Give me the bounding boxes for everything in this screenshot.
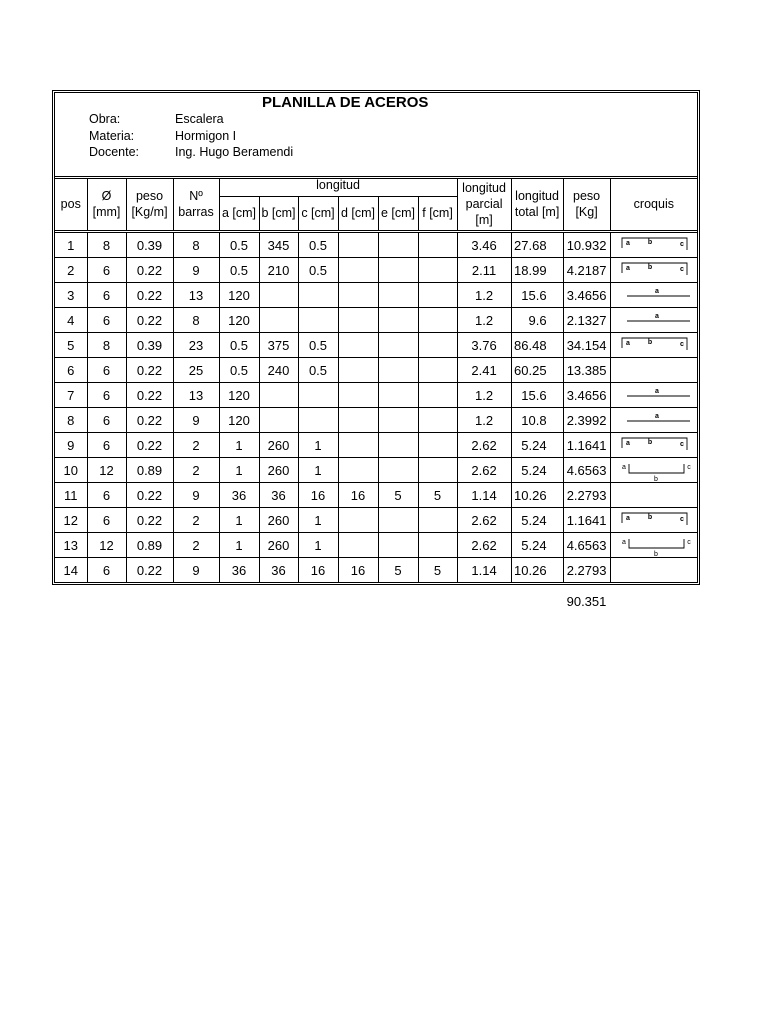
cell-segment-d — [338, 307, 378, 332]
cell-segment-d — [338, 532, 378, 557]
cell-segment-b — [259, 307, 298, 332]
cell-segment-c: 16 — [298, 482, 338, 507]
segment-label: c — [679, 340, 684, 348]
cell-segment-a: 0.5 — [219, 257, 259, 282]
field-value: Ing. Hugo Beramendi — [175, 145, 294, 159]
cell-bar-count: 2 — [173, 507, 219, 532]
cell-unit-weight: 0.22 — [126, 557, 173, 582]
segment-label: a — [625, 239, 630, 247]
cell-pos: 9 — [55, 432, 87, 457]
cell-sketch — [610, 282, 697, 307]
cell-pos: 2 — [55, 257, 87, 282]
segment-label: b — [653, 475, 658, 483]
cell-partial-length: 1.2 — [457, 407, 511, 432]
cell-segment-f: 5 — [418, 557, 457, 582]
cell-sketch — [610, 557, 697, 582]
header-bar-count: Nº barras — [173, 179, 219, 231]
cell-weight: 10.932 — [563, 231, 610, 257]
cell-sketch — [610, 432, 697, 457]
cell-weight: 1.1641 — [563, 432, 610, 457]
cell-diameter: 6 — [87, 557, 126, 582]
u-bar-sketch — [611, 533, 697, 557]
cell-unit-weight: 0.22 — [126, 382, 173, 407]
header-segment-f: f [cm] — [418, 196, 457, 231]
segment-label: a — [654, 287, 659, 295]
cell-bar-count: 8 — [173, 231, 219, 257]
cell-pos: 13 — [55, 532, 87, 557]
cell-segment-a: 36 — [219, 557, 259, 582]
header-sketch: croquis — [610, 179, 697, 231]
cell-diameter: 6 — [87, 357, 126, 382]
cell-pos: 4 — [55, 307, 87, 332]
cell-unit-weight: 0.89 — [126, 457, 173, 482]
segment-label: b — [647, 238, 652, 246]
cell-weight: 3.4656 — [563, 382, 610, 407]
cell-segment-f — [418, 432, 457, 457]
header-segment-a: a [cm] — [219, 196, 259, 231]
cell-segment-f — [418, 407, 457, 432]
segment-label: c — [686, 463, 691, 471]
table-row — [55, 482, 697, 507]
table-row — [55, 282, 697, 307]
cell-bar-count: 2 — [173, 532, 219, 557]
cell-segment-d: 16 — [338, 557, 378, 582]
segment-label: b — [653, 550, 658, 558]
cell-weight: 4.6563 — [563, 457, 610, 482]
cell-sketch — [610, 407, 697, 432]
cell-diameter: 6 — [87, 282, 126, 307]
steel-schedule-sheet — [52, 90, 700, 585]
hooked-bar-sketch — [611, 433, 697, 457]
segment-label: a — [625, 339, 630, 347]
header-partial-length: longitud parcial [m] — [457, 179, 511, 231]
cell-segment-e — [378, 357, 418, 382]
cell-total-length: 5.24 — [511, 507, 563, 532]
cell-segment-b — [259, 407, 298, 432]
cell-sketch — [610, 382, 697, 407]
cell-segment-d — [338, 357, 378, 382]
cell-partial-length: 2.62 — [457, 507, 511, 532]
cell-weight: 2.3992 — [563, 407, 610, 432]
table-row — [55, 532, 697, 557]
sheet-title: PLANILLA DE ACEROS — [262, 94, 429, 111]
table-row — [55, 357, 697, 382]
field-materia — [55, 128, 293, 145]
cell-sketch — [610, 532, 697, 557]
cell-partial-length: 3.76 — [457, 332, 511, 357]
cell-diameter: 6 — [87, 257, 126, 282]
cell-segment-f — [418, 282, 457, 307]
segment-label: c — [686, 538, 691, 546]
segment-label: c — [679, 515, 684, 523]
cell-segment-c: 0.5 — [298, 332, 338, 357]
field-label: Obra: — [89, 112, 121, 126]
cell-pos: 3 — [55, 282, 87, 307]
cell-total-length: 27.68 — [511, 231, 563, 257]
cell-bar-count: 13 — [173, 282, 219, 307]
cell-pos: 14 — [55, 557, 87, 582]
hooked-bar-sketch — [611, 258, 697, 282]
header-unit-weight: peso [Kg/m] — [126, 179, 173, 231]
cell-sketch — [610, 357, 697, 382]
cell-segment-d — [338, 257, 378, 282]
segment-label: b — [647, 513, 652, 521]
sheet-header — [55, 93, 697, 179]
cell-unit-weight: 0.22 — [126, 407, 173, 432]
cell-segment-e — [378, 382, 418, 407]
cell-segment-a: 36 — [219, 482, 259, 507]
hooked-bar-sketch — [611, 233, 697, 257]
cell-segment-e — [378, 257, 418, 282]
straight-bar-sketch — [611, 408, 697, 432]
segment-label: a — [625, 514, 630, 522]
cell-unit-weight: 0.22 — [126, 482, 173, 507]
table-row — [55, 407, 697, 432]
cell-weight: 4.2187 — [563, 257, 610, 282]
field-label: Materia: — [89, 128, 135, 143]
cell-sketch — [610, 332, 697, 357]
cell-segment-e — [378, 231, 418, 257]
cell-segment-d: 16 — [338, 482, 378, 507]
bar-shape-line — [629, 464, 684, 473]
table-body — [55, 231, 697, 582]
cell-segment-e — [378, 282, 418, 307]
cell-segment-f — [418, 532, 457, 557]
cell-segment-c: 16 — [298, 557, 338, 582]
cell-segment-a: 1 — [219, 507, 259, 532]
cell-segment-b: 260 — [259, 532, 298, 557]
cell-segment-a: 120 — [219, 307, 259, 332]
cell-weight: 3.4656 — [563, 282, 610, 307]
cell-segment-a: 1 — [219, 432, 259, 457]
header-segment-e: e [cm] — [378, 196, 418, 231]
cell-diameter: 12 — [87, 532, 126, 557]
cell-segment-b: 260 — [259, 457, 298, 482]
cell-pos: 11 — [55, 482, 87, 507]
cell-total-length: 18.99 — [511, 257, 563, 282]
cell-sketch — [610, 507, 697, 532]
cell-segment-b: 345 — [259, 231, 298, 257]
cell-segment-f — [418, 457, 457, 482]
segment-label: b — [647, 338, 652, 346]
bar-shape-line — [622, 238, 687, 250]
cell-segment-e — [378, 407, 418, 432]
cell-diameter: 6 — [87, 382, 126, 407]
cell-total-length: 15.6 — [511, 382, 563, 407]
cell-bar-count: 9 — [173, 257, 219, 282]
cell-pos: 1 — [55, 231, 87, 257]
cell-partial-length: 3.46 — [457, 231, 511, 257]
header-weight: peso [Kg] — [563, 179, 610, 231]
cell-total-length: 5.24 — [511, 457, 563, 482]
table-row — [55, 332, 697, 357]
cell-segment-e — [378, 532, 418, 557]
segment-label: c — [679, 440, 684, 448]
cell-bar-count: 23 — [173, 332, 219, 357]
field-value: Hormigon I — [175, 128, 237, 143]
cell-pos: 6 — [55, 357, 87, 382]
cell-partial-length: 2.41 — [457, 357, 511, 382]
cell-segment-a: 1 — [219, 457, 259, 482]
field-obra — [55, 111, 293, 128]
cell-weight: 1.1641 — [563, 507, 610, 532]
cell-segment-c: 1 — [298, 532, 338, 557]
cell-segment-b: 36 — [259, 557, 298, 582]
cell-pos: 5 — [55, 332, 87, 357]
cell-total-length: 60.25 — [511, 357, 563, 382]
table-row — [55, 557, 697, 582]
cell-partial-length: 2.62 — [457, 457, 511, 482]
bar-shape-line — [622, 338, 687, 350]
cell-segment-b: 210 — [259, 257, 298, 282]
cell-unit-weight: 0.39 — [126, 231, 173, 257]
cell-diameter: 8 — [87, 332, 126, 357]
cell-segment-b — [259, 282, 298, 307]
cell-segment-b: 36 — [259, 482, 298, 507]
cell-sketch — [610, 307, 697, 332]
cell-segment-c — [298, 307, 338, 332]
cell-weight: 2.2793 — [563, 557, 610, 582]
cell-total-length: 10.8 — [511, 407, 563, 432]
cell-pos: 12 — [55, 507, 87, 532]
segment-label: a — [654, 312, 659, 320]
cell-sketch — [610, 482, 697, 507]
cell-segment-f — [418, 332, 457, 357]
cell-sketch — [610, 231, 697, 257]
cell-diameter: 6 — [87, 407, 126, 432]
cell-segment-f — [418, 307, 457, 332]
cell-segment-d — [338, 507, 378, 532]
cell-partial-length: 1.14 — [457, 557, 511, 582]
segment-label: a — [625, 264, 630, 272]
table-row — [55, 231, 697, 257]
segment-label: b — [647, 438, 652, 446]
cell-segment-b — [259, 382, 298, 407]
table-row — [55, 432, 697, 457]
header-total-length: longitud total [m] — [511, 179, 563, 231]
cell-unit-weight: 0.22 — [126, 282, 173, 307]
segment-label: c — [679, 265, 684, 273]
cell-partial-length: 2.11 — [457, 257, 511, 282]
segment-label: a — [625, 439, 630, 447]
cell-partial-length: 2.62 — [457, 532, 511, 557]
cell-diameter: 8 — [87, 231, 126, 257]
cell-total-length: 15.6 — [511, 282, 563, 307]
cell-weight: 34.154 — [563, 332, 610, 357]
cell-diameter: 6 — [87, 432, 126, 457]
cell-segment-e: 5 — [378, 482, 418, 507]
cell-segment-d — [338, 231, 378, 257]
cell-segment-c: 1 — [298, 507, 338, 532]
cell-segment-c: 1 — [298, 432, 338, 457]
bar-shape-line — [622, 513, 687, 525]
cell-segment-c — [298, 407, 338, 432]
cell-segment-e — [378, 507, 418, 532]
field-label: Docente: — [89, 145, 140, 159]
cell-sketch — [610, 457, 697, 482]
cell-segment-b: 260 — [259, 507, 298, 532]
straight-bar-sketch — [611, 283, 697, 307]
cell-partial-length: 1.2 — [457, 382, 511, 407]
cell-unit-weight: 0.22 — [126, 257, 173, 282]
cell-segment-d — [338, 332, 378, 357]
header-segment-b: b [cm] — [259, 196, 298, 231]
table-row — [55, 382, 697, 407]
table-row — [55, 457, 697, 482]
header-segment-d: d [cm] — [338, 196, 378, 231]
table-row — [55, 257, 697, 282]
cell-partial-length: 2.62 — [457, 432, 511, 457]
cell-bar-count: 9 — [173, 482, 219, 507]
cell-bar-count: 25 — [173, 357, 219, 382]
cell-diameter: 6 — [87, 507, 126, 532]
header-segment-c: c [cm] — [298, 196, 338, 231]
cell-total-length: 10.26 — [511, 482, 563, 507]
cell-weight: 2.1327 — [563, 307, 610, 332]
cell-partial-length: 1.14 — [457, 482, 511, 507]
cell-weight: 4.6563 — [563, 532, 610, 557]
cell-segment-e: 5 — [378, 557, 418, 582]
header-length-group: longitud — [219, 179, 457, 196]
cell-partial-length: 1.2 — [457, 282, 511, 307]
straight-bar-sketch — [611, 383, 697, 407]
hooked-bar-sketch — [611, 333, 697, 357]
project-info — [55, 111, 293, 161]
cell-sketch — [610, 257, 697, 282]
cell-segment-a: 120 — [219, 382, 259, 407]
cell-segment-f: 5 — [418, 482, 457, 507]
bar-shape-line — [629, 539, 684, 548]
cell-pos: 10 — [55, 457, 87, 482]
cell-segment-b: 260 — [259, 432, 298, 457]
field-value: Escalera — [175, 112, 224, 126]
cell-segment-c: 0.5 — [298, 231, 338, 257]
cell-segment-f — [418, 231, 457, 257]
cell-segment-c — [298, 282, 338, 307]
cell-segment-e — [378, 457, 418, 482]
cell-bar-count: 9 — [173, 557, 219, 582]
cell-segment-c — [298, 382, 338, 407]
cell-segment-a: 0.5 — [219, 332, 259, 357]
cell-total-length: 5.24 — [511, 432, 563, 457]
cell-segment-c: 1 — [298, 457, 338, 482]
cell-unit-weight: 0.22 — [126, 507, 173, 532]
cell-total-length: 10.26 — [511, 557, 563, 582]
cell-unit-weight: 0.22 — [126, 432, 173, 457]
cell-segment-d — [338, 457, 378, 482]
cell-segment-f — [418, 357, 457, 382]
segment-label: a — [621, 463, 626, 471]
steel-schedule-table — [55, 179, 697, 582]
segment-label: a — [654, 412, 659, 420]
header-pos: pos — [55, 179, 87, 231]
cell-bar-count: 13 — [173, 382, 219, 407]
straight-bar-sketch — [611, 308, 697, 332]
cell-segment-a: 120 — [219, 282, 259, 307]
bar-shape-line — [622, 263, 687, 275]
hooked-bar-sketch — [611, 508, 697, 532]
cell-bar-count: 8 — [173, 307, 219, 332]
table-row — [55, 507, 697, 532]
cell-diameter: 6 — [87, 307, 126, 332]
cell-segment-a: 1 — [219, 532, 259, 557]
header-diameter: Ø [mm] — [87, 179, 126, 231]
cell-unit-weight: 0.22 — [126, 357, 173, 382]
total-weight: 90.351 — [566, 594, 607, 609]
table-row — [55, 307, 697, 332]
cell-segment-a: 0.5 — [219, 357, 259, 382]
u-bar-sketch — [611, 458, 697, 482]
cell-diameter: 12 — [87, 457, 126, 482]
cell-segment-a: 0.5 — [219, 231, 259, 257]
cell-segment-d — [338, 432, 378, 457]
cell-segment-e — [378, 332, 418, 357]
cell-segment-c: 0.5 — [298, 257, 338, 282]
cell-segment-a: 120 — [219, 407, 259, 432]
cell-unit-weight: 0.39 — [126, 332, 173, 357]
cell-segment-d — [338, 282, 378, 307]
cell-segment-e — [378, 307, 418, 332]
cell-total-length: 9.6 — [511, 307, 563, 332]
cell-segment-d — [338, 407, 378, 432]
cell-bar-count: 2 — [173, 457, 219, 482]
cell-bar-count: 9 — [173, 407, 219, 432]
cell-segment-f — [418, 507, 457, 532]
cell-diameter: 6 — [87, 482, 126, 507]
cell-partial-length: 1.2 — [457, 307, 511, 332]
cell-segment-b: 240 — [259, 357, 298, 382]
segment-label: b — [647, 263, 652, 271]
field-docente — [55, 144, 293, 161]
cell-total-length: 86.48 — [511, 332, 563, 357]
cell-unit-weight: 0.89 — [126, 532, 173, 557]
cell-total-length: 5.24 — [511, 532, 563, 557]
segment-label: a — [654, 387, 659, 395]
cell-pos: 8 — [55, 407, 87, 432]
cell-segment-b: 375 — [259, 332, 298, 357]
bar-shape-line — [622, 438, 687, 450]
segment-label: a — [621, 538, 626, 546]
cell-bar-count: 2 — [173, 432, 219, 457]
cell-pos: 7 — [55, 382, 87, 407]
cell-weight: 13.385 — [563, 357, 610, 382]
segment-label: c — [679, 240, 684, 248]
cell-segment-f — [418, 257, 457, 282]
cell-segment-d — [338, 382, 378, 407]
cell-segment-e — [378, 432, 418, 457]
cell-segment-f — [418, 382, 457, 407]
cell-unit-weight: 0.22 — [126, 307, 173, 332]
cell-weight: 2.2793 — [563, 482, 610, 507]
cell-segment-c: 0.5 — [298, 357, 338, 382]
